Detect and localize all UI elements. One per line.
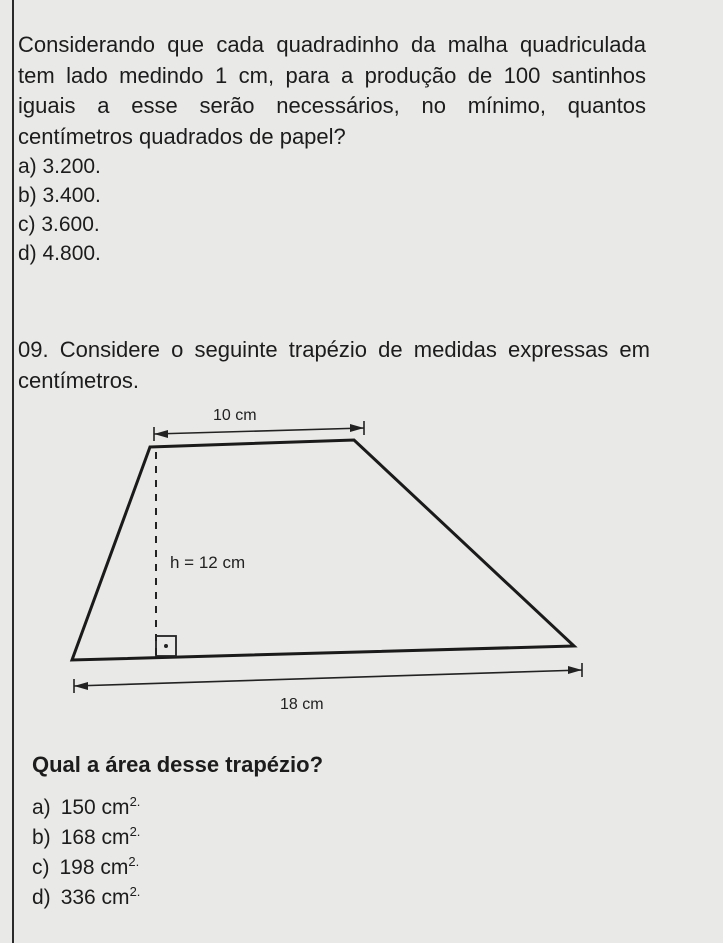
top-dimension-line xyxy=(154,428,364,434)
answer-option-d: d) 336 $cm^{2.}$ xyxy=(32,884,141,909)
answer-option-b: b) 168 $cm^{2.}$ xyxy=(32,824,141,849)
answer-option-c: c) 198 $cm^{2.}$ xyxy=(32,854,140,879)
question-8-option-b: b) 3.400. xyxy=(18,184,101,207)
question-8-option-a: a) 3.200. xyxy=(18,155,101,178)
question-8-text: Considerando que cada quadradinho da malha quadriculada tem lado medindo 1 cm, para a produção de 100 santinhos iguais a esse serão necessários, no mínimo, quantos centímetros quadrados de papel? xyxy=(18,32,646,149)
bottom-base-label: 18 cm xyxy=(280,696,324,713)
question-9-text: 09. Considere o seguinte trapézio de medidas expressas em centímetros. xyxy=(18,337,650,393)
answer-option-a: a) 150 $cm^{2.}$ xyxy=(32,794,141,819)
trapezoid-shape xyxy=(72,440,574,660)
question-8-option-d: d) 4.800. xyxy=(18,242,101,265)
height-label: h = 12 cm xyxy=(170,553,246,572)
trapezoid-figure xyxy=(58,400,598,720)
question-8 xyxy=(18,30,646,268)
question-8-option-c: c) 3.600. xyxy=(18,213,100,236)
area-question: Qual a área desse trapézio? xyxy=(32,752,324,777)
top-base-label: 10 cm xyxy=(213,407,257,424)
bottom-dimension-line xyxy=(74,670,582,686)
margin-line xyxy=(12,0,14,943)
